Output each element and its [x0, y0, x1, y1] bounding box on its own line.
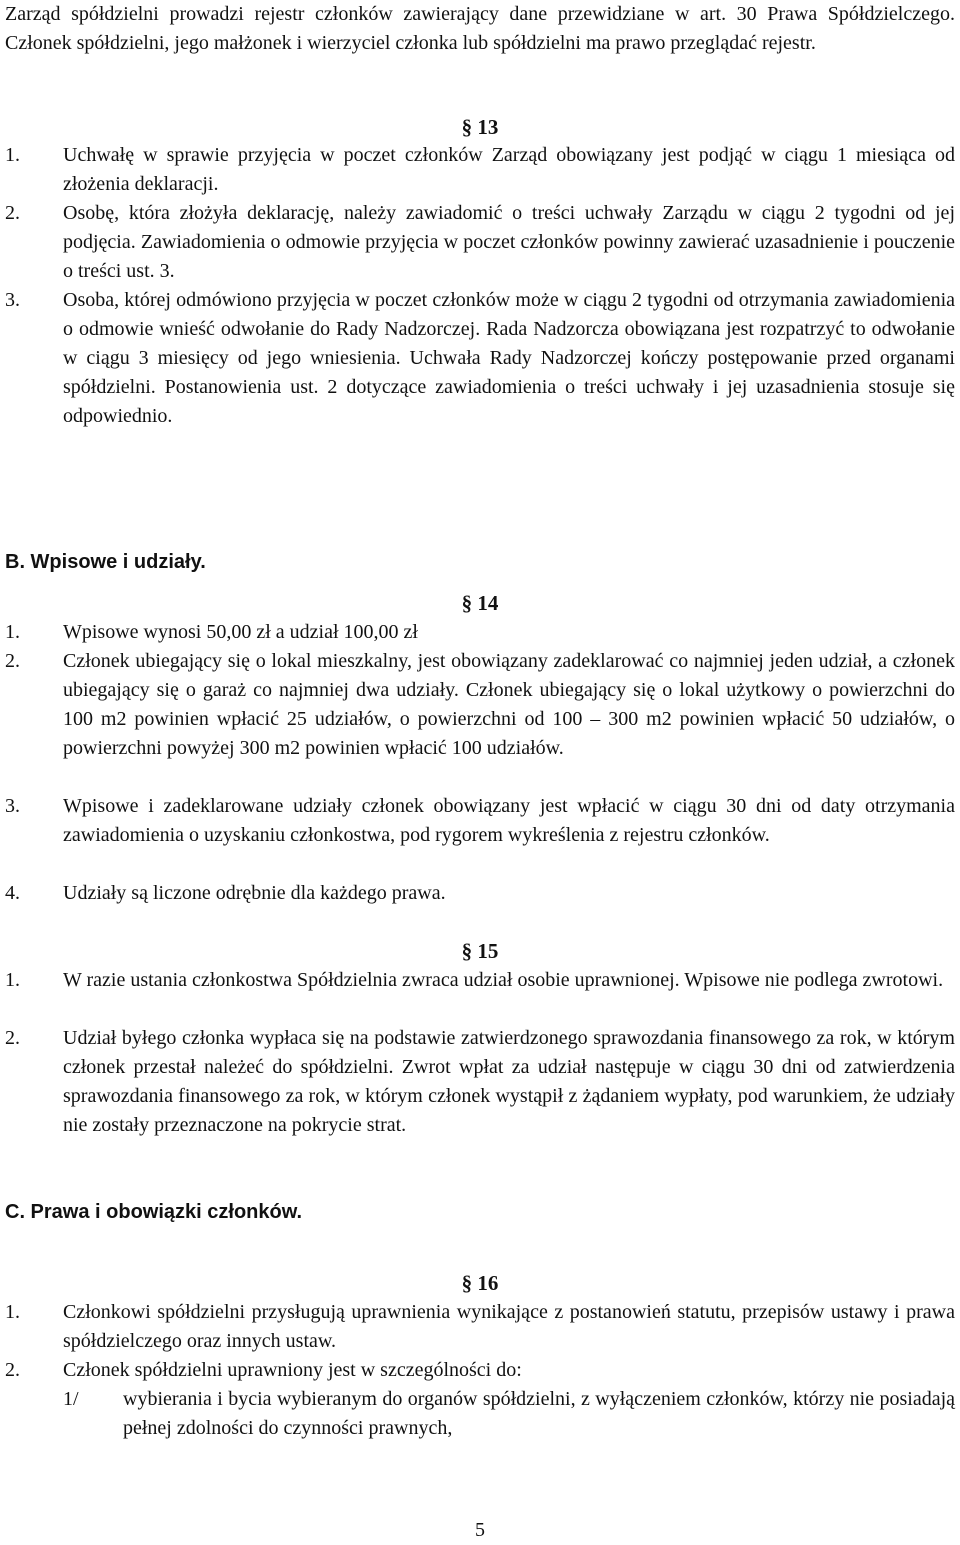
item-text: Osobę, która złożyła deklarację, należy zawiadomić o treści uchwały Zarządu w ciągu 2 tygodni od jej podjęcia. Zawiadomienia o odmowie przyjęcia w poczet członków powinny zawierać uzasadnienie i pouczenie o treści ust. 3.	[63, 202, 955, 282]
p16-item-2	[5, 1356, 955, 1385]
p14-item-1	[5, 618, 955, 647]
item-number: 2.	[5, 202, 20, 224]
p15-item-2	[5, 1024, 955, 1140]
subitem-text: wybierania i bycia wybieranym do organów spółdzielni, z wyłączeniem członków, którzy nie posiadają pełnej zdolności do czynności prawnych,	[123, 1388, 955, 1439]
item-text: Członek ubiegający się o lokal mieszkalny, jest obowiązany zadeklarować co najmniej jeden udział, a członek ubiegający się o garaż co najmniej dwa udziały. Członek ubiegający się o lokal użytkowy o powierzchni do 100 m2 powinien wpłacić 25 udziałów, o powierzchni od 100 – 300 m2 powinien wpłacić 50 udziałów, o powierzchni powyżej 300 m2 powinien wpłacić 100 udziałów.	[63, 650, 955, 759]
subitem-number: 1/	[63, 1388, 79, 1410]
item-text: Wpisowe i zadeklarowane udziały członek obowiązany jest wpłacić w ciągu 30 dni od daty otrzymania zawiadomienia o uzyskaniu członkostwa, pod rygorem wykreślenia z rejestru członków.	[63, 795, 955, 846]
paragraph-16-heading: § 16	[461, 1271, 499, 1295]
item-text: Udział byłego członka wypłaca się na podstawie zatwierdzonego sprawozdania finansowego za rok, w którym członek przestał należeć do spółdzielni. Zwrot wpłat za udział następuje w ciągu 30 dni od zatwierdzenia sprawozdania finansowego za rok, w którym członek wystąpił z żądaniem wypłaty, pod warunkiem, że udziały nie zostały przeznaczone na pokrycie strat.	[63, 1027, 955, 1136]
item-number: 1.	[5, 1301, 20, 1323]
item-number: 2.	[5, 1359, 20, 1381]
item-number: 4.	[5, 882, 20, 904]
p16-item-1	[5, 1298, 955, 1356]
item-text: Członkowi spółdzielni przysługują uprawnienia wynikające z postanowień statutu, przepisów ustawy i prawa spółdzielczego oraz innych ustaw.	[63, 1301, 955, 1352]
item-text: W razie ustania członkostwa Spółdzielnia zwraca udział osobie uprawnionej. Wpisowe nie podlega zwrotowi.	[63, 969, 944, 991]
p15-item-1	[5, 966, 955, 995]
paragraph-14-heading: § 14	[461, 591, 499, 615]
item-text: Uchwałę w sprawie przyjęcia w poczet członków Zarząd obowiązany jest podjąć w ciągu 1 miesiąca od złożenia deklaracji.	[63, 144, 955, 195]
p13-item-1	[5, 141, 955, 199]
item-text: Osoba, której odmówiono przyjęcia w poczet członków może w ciągu 2 tygodni od otrzymania zawiadomienia o odmowie wnieść odwołanie do Rady Nadzorczej. Rada Nadzorcza obowiązana jest rozpatrzyć to odwołanie w ciągu 3 miesięcy od jego wniesienia. Uchwała Rady Nadzorczej kończy postępowanie przed organami spółdzielni. Postanowienia ust. 2 dotyczące zawiadomienia o treści uchwały i jej uzasadnienia stosuje się odpowiednio.	[63, 289, 955, 427]
item-number: 3.	[5, 289, 20, 311]
p16-subitem-1	[63, 1385, 955, 1443]
item-number: 1.	[5, 144, 20, 166]
paragraph-13-heading: § 13	[461, 115, 499, 139]
item-text: Wpisowe wynosi 50,00 zł a udział 100,00 zł	[63, 621, 418, 643]
item-text: Udziały są liczone odrębnie dla każdego prawa.	[63, 882, 446, 904]
section-c-heading: C. Prawa i obowiązki członków.	[5, 1201, 303, 1223]
page-number: 5	[475, 1519, 485, 1541]
p14-item-4	[5, 879, 955, 908]
item-number: 3.	[5, 795, 20, 817]
item-number: 1.	[5, 621, 20, 643]
p13-item-3	[5, 286, 955, 431]
item-number: 1.	[5, 969, 20, 991]
p14-item-3	[5, 792, 955, 850]
item-number: 2.	[5, 1027, 20, 1049]
item-number: 2.	[5, 650, 20, 672]
p13-item-2	[5, 199, 955, 286]
section-b-heading: B. Wpisowe i udziały.	[5, 551, 206, 573]
p14-item-2	[5, 647, 955, 763]
paragraph-15-heading: § 15	[461, 939, 499, 963]
intro-paragraph: Zarząd spółdzielni prowadzi rejestr członków zawierający dane przewidziane w art. 30 Prawa Spółdzielczego. Członek spółdzielni, jego małżonek i wierzyciel członka lub spółdzielni ma prawo przeglądać rejestr.	[5, 3, 955, 54]
item-text: Członek spółdzielni uprawniony jest w szczególności do:	[63, 1359, 522, 1381]
